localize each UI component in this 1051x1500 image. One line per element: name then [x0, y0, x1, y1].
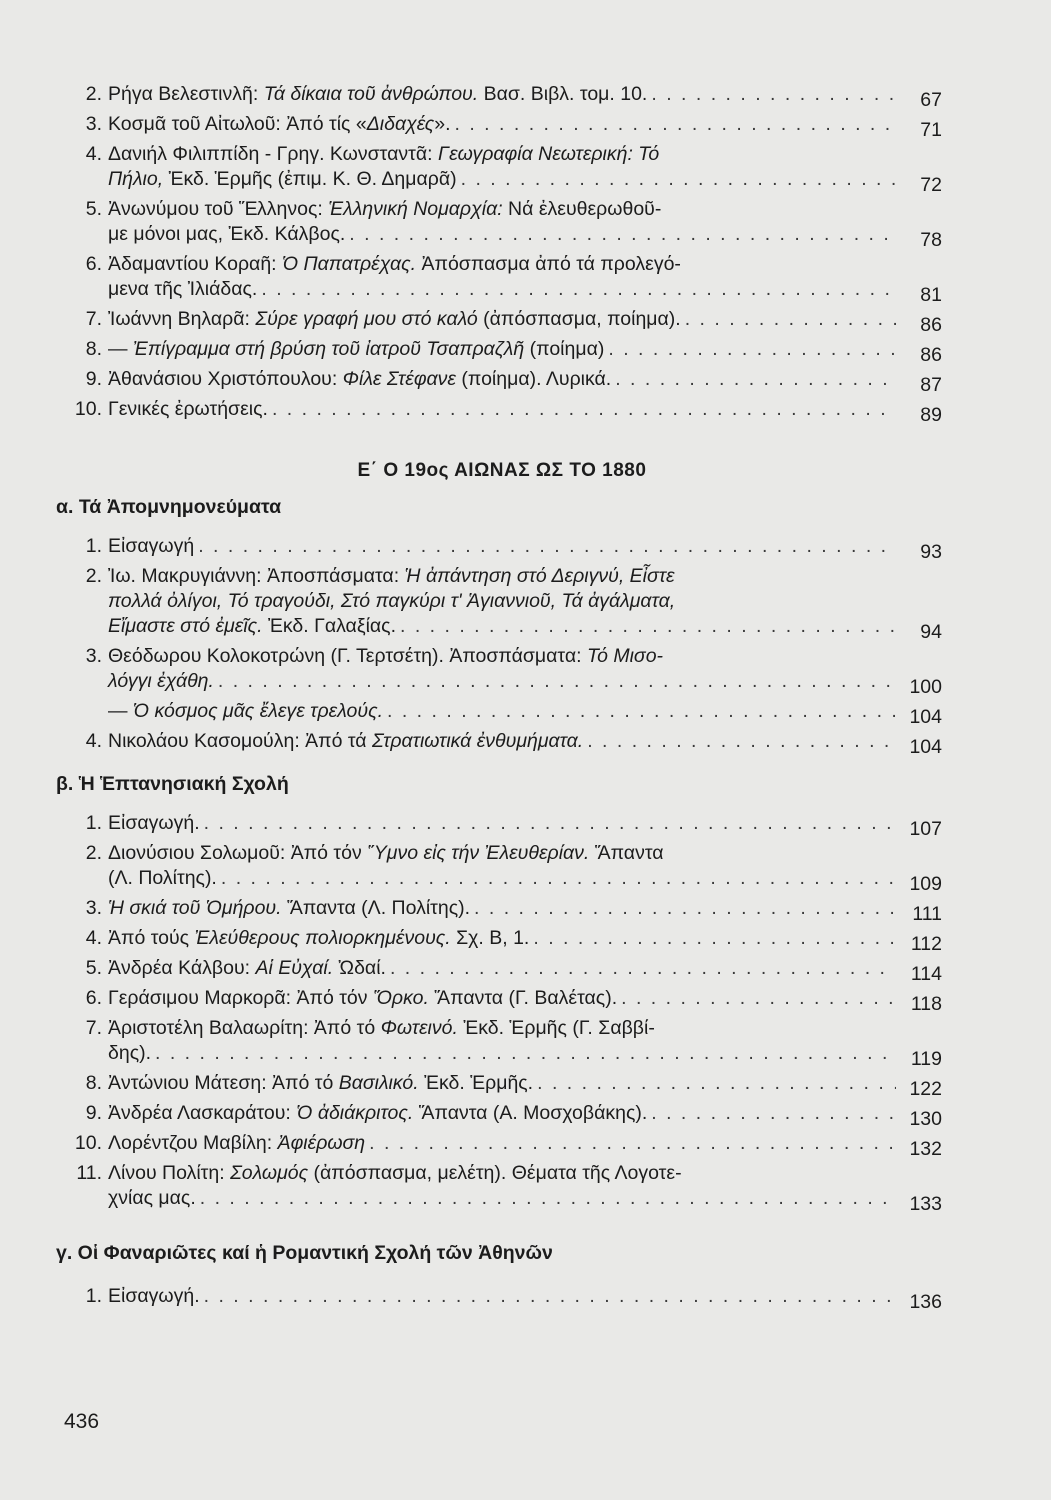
entry-title-italic: λόγγι ἐχάθη. — [108, 670, 214, 692]
entry-title-italic: Ὁ ἀδιάκριτος. — [296, 1102, 414, 1124]
dot-leader — [474, 896, 896, 921]
entry-text: Γενικές ἐρωτήσεις. — [108, 398, 268, 420]
section-a-entries — [62, 534, 942, 758]
entry-line — [108, 252, 942, 277]
entry-title-italic: Σύρε γραφή μου στό καλό — [255, 308, 478, 330]
entry-page-number: 130 — [909, 1108, 942, 1130]
toc-entry — [62, 896, 942, 925]
toc-entry — [62, 841, 942, 895]
entry-title-italic: Γεωγραφία Νεωτερική: Τό — [437, 143, 660, 165]
entry-line — [108, 956, 942, 985]
entry-text: Εἰσαγωγή. — [108, 1285, 200, 1307]
toc-entry — [62, 729, 942, 758]
dot-leader — [349, 222, 896, 247]
entry-line — [108, 397, 942, 426]
entry-text: Ἀριστοτέλη Βαλαωρίτη: Ἀπό τό — [108, 1017, 381, 1039]
dot-leader — [455, 112, 896, 137]
toc-entry — [62, 1284, 942, 1313]
entry-text: Ἀπό τούς — [108, 927, 195, 949]
entry-page-number: 122 — [909, 1078, 942, 1100]
entry-number: 1. — [85, 812, 102, 834]
toc-entry — [62, 644, 942, 698]
entry-number: 3. — [85, 645, 102, 667]
entry-number: 4. — [85, 730, 102, 752]
entry-title-italic: Αἱ Εὐχαί. — [255, 957, 334, 979]
entry-number: 5. — [85, 957, 102, 979]
entry-title-italic: Ὕμνο εἰς τήν Ἐλευθερίαν. — [367, 842, 590, 864]
entry-text: (Λ. Πολίτης). — [108, 867, 217, 889]
entry-line — [108, 82, 942, 111]
entry-text: Ἅπαντα (Γ. Βαλέτας). — [428, 987, 618, 1009]
entry-text: χνίας μας. — [108, 1187, 196, 1209]
entry-page-number: 118 — [910, 993, 942, 1015]
entry-line — [108, 589, 942, 614]
dot-leader — [155, 1041, 896, 1066]
toc-entry — [62, 1161, 942, 1215]
entry-number: 7. — [85, 1017, 102, 1039]
entry-title-italic: Στρατιωτικά ἐνθυμήματα. — [372, 730, 584, 752]
entry-text: Ἀδαμαντίου Κοραῆ: — [108, 253, 283, 275]
entry-text: (ἀπόσπασμα, μελέτη). Θέματα τῆς Λογοτε- — [308, 1162, 682, 1184]
entry-line — [108, 337, 942, 366]
entry-page-number: 100 — [909, 676, 942, 698]
entry-text: Σχ. Β, 1. — [450, 927, 530, 949]
section-c-entries — [62, 1284, 942, 1313]
entry-number: 11. — [76, 1162, 102, 1184]
toc-entry — [62, 1071, 942, 1100]
entry-page-number: 119 — [910, 1048, 942, 1070]
entry-page-number: 81 — [920, 284, 942, 306]
entry-page-number: 67 — [920, 89, 942, 111]
dot-leader — [400, 614, 896, 639]
entry-line — [108, 699, 942, 728]
toc-entry — [62, 534, 942, 563]
toc-entry — [62, 397, 942, 426]
dot-leader — [537, 1071, 896, 1096]
entry-line — [108, 866, 942, 895]
entry-line — [108, 1016, 942, 1041]
entry-text: Ἀνδρέα Λασκαράτου: — [108, 1102, 297, 1124]
entry-page-number: 71 — [920, 119, 942, 141]
toc-entry — [62, 252, 942, 306]
dot-leader — [200, 1186, 896, 1211]
entry-text: Θεόδωρου Κολοκοτρώνη (Γ. Τερτσέτη). Ἀποσπάσματα: — [108, 645, 587, 667]
entry-page-number: 112 — [910, 933, 942, 955]
entry-line — [108, 841, 942, 866]
toc-entry — [62, 197, 942, 251]
entry-line — [108, 307, 942, 336]
entry-title-italic: Τά δίκαια τοῦ ἀνθρώπου. — [263, 83, 479, 105]
entry-text: Λορέντζου Μαβίλη: — [108, 1132, 278, 1154]
section-a-title: α. Τά Ἀπομνημονεύματα — [56, 496, 282, 518]
entry-text: μενα τῆς Ἰλιάδας. — [108, 278, 258, 300]
entry-number: 5. — [85, 198, 102, 220]
entry-text: ». — [434, 113, 451, 135]
entry-text: Ἅπαντα (Α. Μοσχοβάκης). — [413, 1102, 648, 1124]
entry-number: 7. — [85, 308, 102, 330]
dot-leader — [461, 167, 896, 192]
entry-page-number: 132 — [909, 1138, 942, 1160]
entry-text: Ἅπαντα — [589, 842, 664, 864]
entry-number: 4. — [85, 143, 102, 165]
dot-leader — [272, 397, 896, 422]
entry-line — [108, 614, 942, 643]
entry-text: Δανιήλ Φιλιππίδη - Γρηγ. Κωνσταντᾶ: — [108, 143, 438, 165]
entry-title-italic: Πήλιο, — [108, 168, 164, 190]
entry-title-italic: Διδαχές — [366, 113, 435, 135]
entry-title-italic: Τό Μισο- — [586, 645, 664, 667]
entry-page-number: 78 — [920, 229, 942, 251]
entry-title-italic: Φωτεινό. — [380, 1017, 458, 1039]
entry-line — [108, 142, 942, 167]
entry-title-italic: Ὁ κόσμος μᾶς ἔλεγε τρελούς. — [132, 700, 384, 722]
entry-title-italic: Ἡ ἀπάντηση στό Δεριγνύ, Εἶστε — [404, 565, 675, 587]
entry-text: Ἀνδρέα Κάλβου: — [108, 957, 256, 979]
entry-title-italic: Βασιλικό. — [338, 1072, 419, 1094]
entry-text: Εἰσαγωγή — [108, 535, 195, 557]
entry-line — [108, 926, 942, 955]
entry-text: Ἀνωνύμου τοῦ Ἕλληνος: — [108, 198, 329, 220]
dot-leader — [221, 866, 896, 891]
entry-page-number: 136 — [909, 1291, 942, 1313]
dot-leader — [261, 277, 896, 302]
entry-title-italic: Ἐλεύθερους πολιορκημένους. — [194, 927, 451, 949]
toc-entry — [62, 1131, 942, 1160]
section-c-title: γ. Οἱ Φαναριῶτες καί ἡ Ρομαντική Σχολή τῶν Ἀθηνῶν — [56, 1242, 553, 1264]
entry-text: Γεράσιμου Μαρκορᾶ: Ἀπό τόν — [108, 987, 373, 1009]
toc-block-d — [62, 82, 942, 426]
dot-leader — [615, 367, 896, 392]
entry-line — [108, 811, 942, 840]
entry-text: Νικολάου Κασομούλη: Ἀπό τά — [108, 730, 372, 752]
entry-line — [108, 729, 942, 758]
entry-title-italic: Ὁ Παπατρέχας. — [282, 253, 417, 275]
entry-text: Κοσμᾶ τοῦ Αἰτωλοῦ: Ἀπό τίς « — [108, 113, 367, 135]
entry-line — [108, 1071, 942, 1100]
entry-title-italic: Ἀφιέρωση — [277, 1132, 366, 1154]
entry-page-number: 87 — [920, 374, 942, 396]
entry-line — [108, 896, 942, 925]
entry-text: Ἐκδ. Ἑρμῆς. — [418, 1072, 534, 1094]
entry-text: Ἐκδ. Γαλαξίας. — [262, 615, 396, 637]
toc-entry — [62, 367, 942, 396]
entry-text: Ἀθανάσιου Χριστόπουλου: — [108, 368, 343, 390]
entry-line — [108, 277, 942, 306]
entry-title-italic: πολλά ὀλίγοι, Τό τραγούδι, Στό παγκύρι τ' Ἁγιαννιοῦ, Τά ἀγάλματα, — [108, 590, 676, 612]
dot-leader — [533, 926, 896, 951]
entry-text: Ἅπαντα (Λ. Πολίτης). — [281, 897, 471, 919]
entry-number: 2. — [85, 842, 102, 864]
entry-line — [108, 1284, 942, 1313]
entry-number: 8. — [85, 338, 102, 360]
entry-text: Ὠδαί. — [333, 957, 386, 979]
toc-entry — [62, 142, 942, 196]
toc-entry — [62, 307, 942, 336]
dot-leader — [651, 1101, 896, 1126]
entry-number: 9. — [85, 368, 102, 390]
entry-text: Βασ. Βιβλ. τομ. 10. — [478, 83, 648, 105]
entry-line — [108, 112, 942, 141]
entry-line — [108, 1101, 942, 1130]
entry-title-italic: Ἑλληνική Νομαρχία: — [328, 198, 503, 220]
entry-text: Νά ἐλευθερωθοῦ- — [502, 198, 662, 220]
entry-page-number: 111 — [912, 903, 942, 925]
dot-leader — [587, 729, 896, 754]
dot-leader — [369, 1131, 896, 1156]
entry-page-number: 72 — [920, 174, 942, 196]
entry-page-number: 104 — [909, 736, 942, 758]
page-number: 436 — [64, 1410, 100, 1433]
entry-line — [108, 167, 942, 196]
entry-page-number: 93 — [920, 541, 942, 563]
entry-number: 2. — [85, 565, 102, 587]
toc-entry — [62, 1101, 942, 1130]
entry-page-number: 107 — [909, 818, 942, 840]
dot-leader — [218, 669, 896, 694]
entry-page-number: 94 — [920, 621, 942, 643]
entry-line — [108, 1161, 942, 1186]
toc-entry — [62, 986, 942, 1015]
table-of-contents — [56, 82, 942, 1314]
entry-text: Ἐκδ. Ἑρμῆς (Γ. Σαββί- — [457, 1017, 655, 1039]
section-b-entries — [62, 811, 942, 1215]
entry-text: δης). — [108, 1042, 152, 1064]
entry-page-number: 114 — [910, 963, 942, 985]
dot-leader — [204, 1284, 896, 1309]
toc-entry — [62, 82, 942, 111]
toc-entry — [62, 811, 942, 840]
dot-leader — [608, 337, 896, 362]
entry-page-number: 86 — [920, 344, 942, 366]
entry-number: 6. — [85, 987, 102, 1009]
entry-text: (ποίημα) — [524, 338, 605, 360]
entry-text: (ἀπόσπασμα, ποίημα). — [477, 308, 681, 330]
entry-number: 4. — [85, 927, 102, 949]
entry-page-number: 104 — [909, 706, 942, 728]
entry-line — [108, 986, 942, 1015]
entry-number: 3. — [85, 897, 102, 919]
entry-number: 8. — [85, 1072, 102, 1094]
entry-line — [108, 669, 942, 698]
section-b-title: β. Ἡ Ἑπτανησιακή Σχολή — [56, 773, 289, 795]
dot-leader — [621, 986, 896, 1011]
dot-leader — [387, 699, 896, 724]
toc-entry — [62, 699, 942, 728]
entry-number: 6. — [85, 253, 102, 275]
entry-text: Λίνου Πολίτη: — [108, 1162, 231, 1184]
entry-number: 2. — [85, 83, 102, 105]
entry-line — [108, 1041, 942, 1070]
dot-leader — [204, 811, 896, 836]
entry-text: Ἰω. Μακρυγιάννη: Ἀποσπάσματα: — [108, 565, 405, 587]
entry-line — [108, 534, 942, 563]
entry-title-italic: Ἐπίγραμμα στή βρύση τοῦ ἰατροῦ Τσαπραζλῆ — [132, 338, 525, 360]
entry-line — [108, 222, 942, 251]
dot-leader — [685, 307, 896, 332]
entry-number: 1. — [85, 1285, 102, 1307]
entry-number: 10. — [74, 1132, 102, 1154]
dot-leader — [651, 82, 896, 107]
toc-entry — [62, 337, 942, 366]
entry-line — [108, 367, 942, 396]
toc-entry — [62, 956, 942, 985]
entry-title-italic: Ὅρκο. — [372, 987, 429, 1009]
entry-line — [108, 1131, 942, 1160]
entry-text: Ἰωάννη Βηλαρᾶ: — [108, 308, 256, 330]
entry-text: Ρήγα Βελεστινλῆ: — [108, 83, 264, 105]
dot-leader — [198, 534, 896, 559]
toc-entry — [62, 926, 942, 955]
entry-number: 1. — [85, 535, 102, 557]
entry-number: 3. — [85, 113, 102, 135]
toc-entry — [62, 564, 942, 643]
entry-text: Ἐκδ. Ἑρμῆς (ἐπιμ. Κ. Θ. Δημαρᾶ) — [163, 168, 457, 190]
entry-title-italic: Ἡ σκιά τοῦ Ὁμήρου. — [108, 897, 282, 919]
entry-line — [108, 644, 942, 669]
entry-page-number: 89 — [920, 404, 942, 426]
entry-line — [108, 197, 942, 222]
entry-text: με μόνοι μας, Ἐκδ. Κάλβος. — [108, 223, 346, 245]
entry-text: — — [108, 700, 133, 722]
entry-line — [108, 1186, 942, 1215]
entry-text: Διονύσιου Σολωμοῦ: Ἀπό τόν — [108, 842, 368, 864]
entry-page-number: 109 — [909, 873, 942, 895]
dot-leader — [390, 956, 896, 981]
toc-entry — [62, 1016, 942, 1070]
entry-text: Εἰσαγωγή. — [108, 812, 200, 834]
entry-title-italic: Σολωμός — [230, 1162, 309, 1184]
entry-number: 9. — [85, 1102, 102, 1124]
toc-entry — [62, 112, 942, 141]
entry-text: Ἀντώνιου Μάτεση: Ἀπό τό — [108, 1072, 339, 1094]
entry-page-number: 86 — [920, 314, 942, 336]
part-title: Ε΄ Ο 19ος ΑΙΩΝΑΣ ΩΣ ΤΟ 1880 — [357, 460, 647, 481]
entry-line — [108, 564, 942, 589]
entry-page-number: 133 — [909, 1193, 942, 1215]
entry-text: — — [108, 338, 133, 360]
entry-text: Ἀπόσπασμα ἀπό τά προλεγό- — [416, 253, 681, 275]
entry-title-italic: Φίλε Στέφανε — [342, 368, 456, 390]
entry-text: (ποίημα). Λυρικά. — [456, 368, 612, 390]
entry-title-italic: Εἴμαστε στό ἐμεῖς. — [108, 615, 263, 637]
entry-number: 10. — [74, 398, 102, 420]
